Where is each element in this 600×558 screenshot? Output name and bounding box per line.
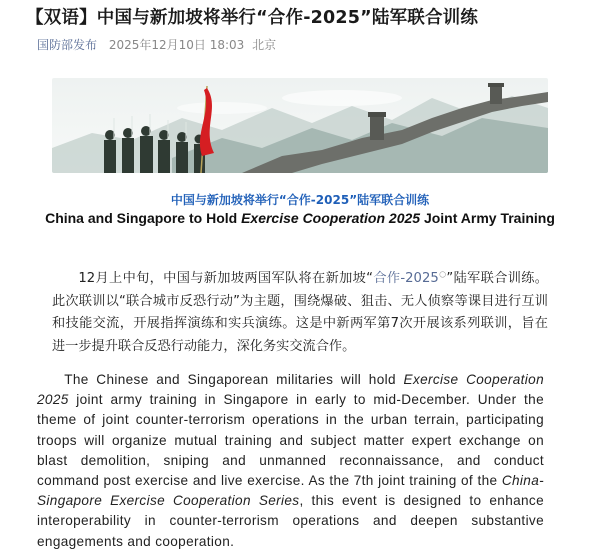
publish-location: 北京: [252, 38, 277, 52]
article-meta: [37, 36, 276, 53]
subtitle-en-part1: China and Singapore to Hold: [45, 210, 242, 226]
body-cn-part2: ”陆军联合训练。此次联训以“联合城市反恐行动”为主题，围绕爆破、狙击、无人侦察等课目进行互训和技能交流，开展指挥演练和实兵演练。这是中新两军第7次开展该系列联训，旨在进一步提升联合反恐行动能力，深化务实交流合作。: [52, 271, 548, 354]
body-en-part3: , this event is designed to enhance interoperability in counter-terrorism operations and deepen substantive engagements and cooperation.: [37, 493, 544, 549]
exercise-topic-link[interactable]: 合作-2025: [373, 271, 439, 286]
body-paragraph-chinese: [52, 268, 548, 358]
publish-date: 2025年12月10日 18:03: [108, 38, 245, 52]
subtitle-chinese: 中国与新加坡将举行“合作-2025”陆军联合训练: [170, 193, 430, 207]
body-en-part2: joint army training in Singapore in early to mid-December. Under the theme of joint counter-terrorism operations in the urban terrain, participating troops will organize mutual training and subject matter expert exchange on blast demolition, sniping and unmanned reconnaissance, and conduct command post exercise and live exercise. As the 7th joint training of the: [37, 392, 544, 489]
body-en-part1: The Chinese and Singaporean militaries will hold: [64, 372, 404, 387]
banner-image: [52, 78, 548, 173]
source-link[interactable]: 国防部发布: [37, 38, 98, 52]
body-en-italic2: China-Singapore Exercise Cooperation Series: [37, 473, 544, 509]
article-title: 【双语】中国与新加坡将举行“合作-2025”陆军联合训练: [26, 8, 479, 28]
body-en-italic1: Exercise Cooperation 2025: [37, 372, 544, 408]
search-icon[interactable]: ○: [438, 269, 447, 279]
great-wall-honor-guard-image: [52, 78, 548, 173]
body-paragraph-english: [37, 370, 544, 552]
subtitle-en-exercise-name: Exercise Cooperation 2025: [241, 210, 421, 226]
subtitle-english: [40, 208, 560, 229]
subtitle-en-part2: Joint Army Training: [420, 210, 555, 226]
body-cn-part1: 12月上中旬，中国与新加坡两国军队将在新加坡“: [78, 271, 373, 286]
